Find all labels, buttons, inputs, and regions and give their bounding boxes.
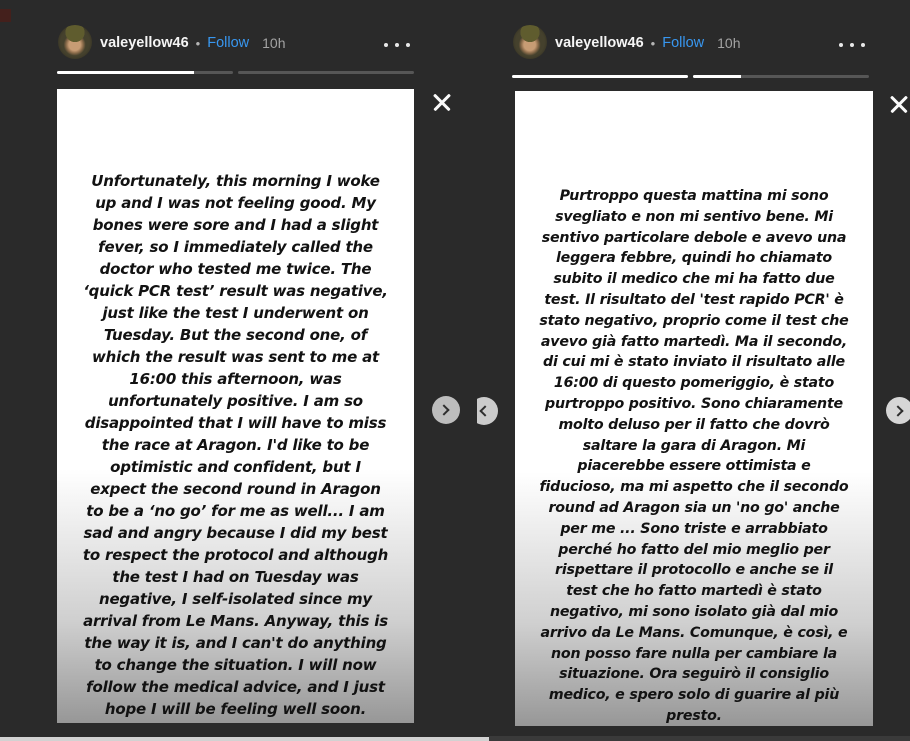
progress-segment bbox=[57, 71, 233, 74]
prev-story-button-clipped[interactable] bbox=[477, 397, 499, 425]
bottom-edge-strip bbox=[0, 737, 489, 741]
avatar[interactable] bbox=[58, 25, 92, 59]
story-card[interactable] bbox=[515, 91, 873, 726]
chevron-right-icon bbox=[438, 404, 449, 415]
story-viewer-right bbox=[455, 0, 910, 741]
username[interactable]: valeyellow46 bbox=[555, 35, 644, 51]
timestamp: 10h bbox=[717, 35, 741, 51]
timestamp: 10h bbox=[262, 35, 286, 51]
progress-segment bbox=[512, 75, 688, 78]
story-progress-bar bbox=[57, 71, 414, 74]
story-progress-bar bbox=[512, 75, 869, 78]
bottom-edge-strip bbox=[489, 736, 910, 741]
close-icon[interactable] bbox=[432, 92, 452, 112]
story-card[interactable] bbox=[57, 89, 414, 723]
story-text: Unfortunately, this morning I woke up and I was not feeling good. My bones were sore and I had a slight fever, so I immediately called the doctor who tested me twice. The ‘quick PCR test’ result was negative, just like the test I underwent on Tuesday. But the second one, of which the result was sent to me at 16:00 this afternoon, was unfortunately positive. I am so disappointed that I will have to miss the race at Aragon. I'd like to be optimistic and confident, but I expect the second round in Aragon to be a ‘no go’ for me as well... I am sad and angry because I did my best to respect the protocol and although the test I had on Tuesday was negative, I self-isolated since my arrival from Le Mans. Anyway, this is the way it is, and I can't do anything to change the situation. I will now follow the medical advice, and I just hope I will be feeling well soon. bbox=[82, 172, 389, 718]
progress-fill bbox=[57, 71, 194, 74]
separator-dot: • bbox=[195, 35, 201, 51]
close-icon[interactable] bbox=[889, 94, 909, 114]
prev-story-button[interactable] bbox=[477, 397, 498, 425]
next-story-button[interactable] bbox=[886, 397, 910, 424]
more-options-icon[interactable] bbox=[836, 40, 868, 50]
avatar[interactable] bbox=[513, 25, 547, 59]
follow-button[interactable]: Follow bbox=[662, 35, 705, 51]
chevron-left-icon bbox=[479, 405, 490, 416]
separator-dot: • bbox=[650, 35, 656, 51]
chevron-right-icon bbox=[892, 405, 903, 416]
progress-segment bbox=[238, 71, 414, 74]
progress-segment bbox=[693, 75, 869, 78]
story-header bbox=[555, 35, 741, 51]
more-options-icon[interactable] bbox=[381, 40, 413, 50]
username[interactable]: valeyellow46 bbox=[100, 35, 189, 51]
next-story-button[interactable] bbox=[432, 396, 460, 424]
edge-fragment bbox=[0, 9, 11, 22]
follow-button[interactable]: Follow bbox=[207, 35, 250, 51]
story-header bbox=[100, 35, 286, 51]
progress-fill bbox=[512, 75, 688, 78]
story-text: Purtroppo questa mattina mi sono svegliato e non mi sentivo bene. Mi sentivo particolare debole e avevo una leggera febbre, quindi ho chiamato subito il medico che mi ha fatto due test. Il risultato del 'test rapido PCR' è stato negativo, proprio come il test che avevo già fatto martedì. Ma il secondo, di cui mi è stato inviato il risultato alle 16:00 di questo pomeriggio, è stato purtroppo positivo. Sono chiaramente molto deluso per il fatto che dovrò saltare la gara di Aragon. Mi piacerebbe essere ottimista e fiducioso, ma mi aspetto che il secondo round ad Aragon sia un 'no go' anche per me ... Sono triste e arrabbiato perché ho fatto del mio meglio per rispettare il protocollo e anche se il test che ho fatto martedì è stato negativo, mi sono isolato già dal mio arrivo da Le Mans. Comunque, è così, e non posso fare nulla per cambiare la situazione. Ora seguirò il consiglio medico, e spero solo di guarire al più presto. bbox=[539, 188, 849, 724]
progress-fill bbox=[693, 75, 741, 78]
